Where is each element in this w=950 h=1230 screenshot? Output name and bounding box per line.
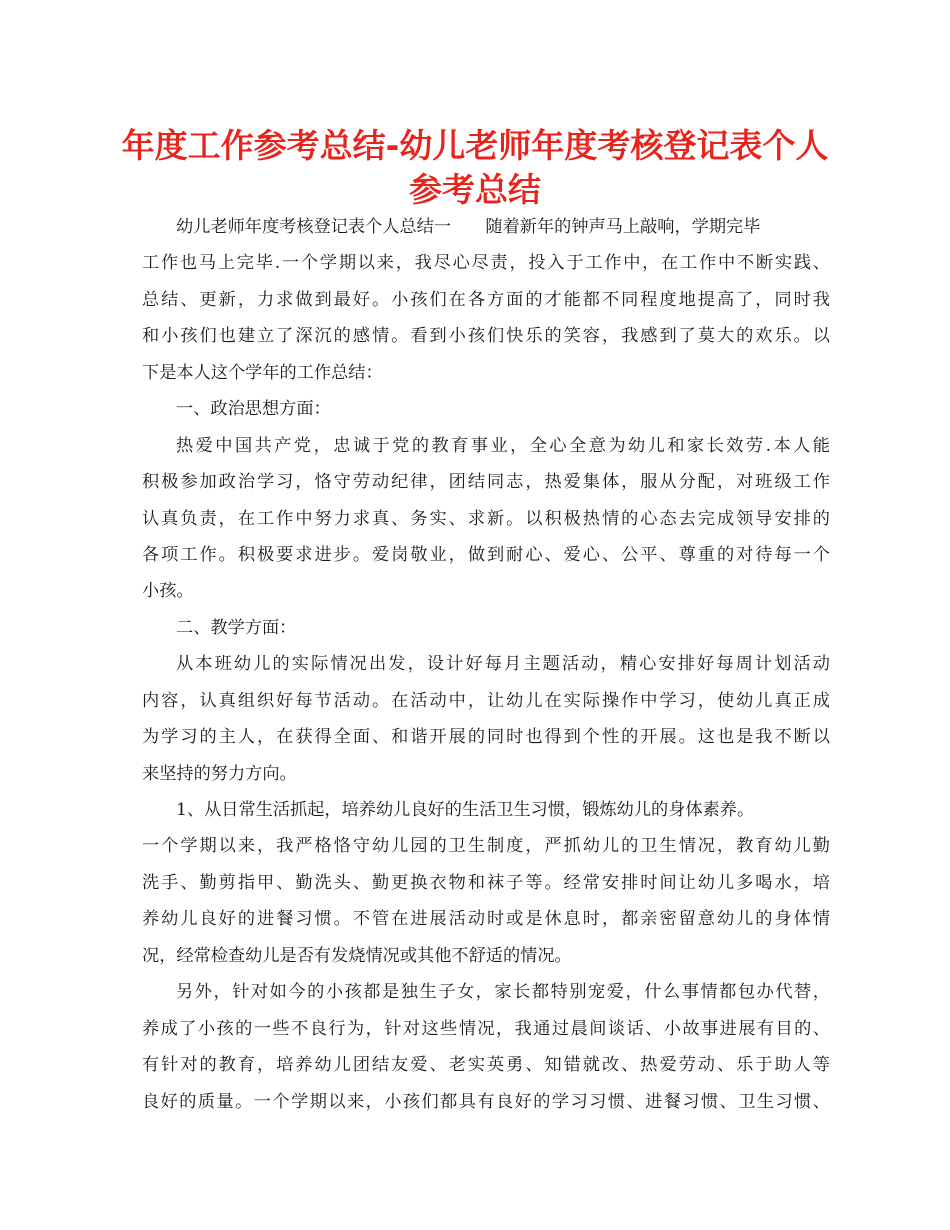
text-line: 热爱中国共产党，忠诚于党的教育事业，全心全意为幼儿和家长效劳.本人能 <box>176 435 830 456</box>
text-line: 小孩。 <box>142 581 194 602</box>
text-line: 内容，认真组织好每节活动。在活动中，让幼儿在实际操作中学习，使幼儿真正成 <box>142 690 830 711</box>
document-title-line-1: 年度工作参考总结-幼儿老师年度考核登记表个人 <box>121 126 829 165</box>
text-line: 认真负责，在工作中努力求真、务实、求新。以积极热情的心态去完成领导安排的 <box>142 508 830 529</box>
text-line: 从本班幼儿的实际情况出发，设计好每月主题活动，精心安排好每周计划活动 <box>176 654 830 675</box>
text-line: 为学习的主人，在获得全面、和谐开展的同时也得到个性的开展。这也是我不断以 <box>142 727 830 748</box>
text-line: 积极参加政治学习，恪守劳动纪律，团结同志，热爱集体，服从分配，对班级工作 <box>142 472 830 493</box>
text-line: 养幼儿良好的进餐习惯。不管在进展活动时或是休息时，都亲密留意幼儿的身体情 <box>142 909 830 930</box>
text-line: 下是本人这个学年的工作总结： <box>142 362 383 383</box>
section-heading: 二、教学方面： <box>176 617 297 638</box>
text-line: 总结、更新，力求做到最好。小孩们在各方面的才能都不同程度地提高了，同时我 <box>142 289 830 310</box>
text-line: 各项工作。积极要求进步。爱岗敬业，做到耐心、爱心、公平、尊重的对待每一个 <box>142 544 830 565</box>
document-body <box>142 209 830 1120</box>
text-line: 1、从日常生活抓起，培养幼儿良好的生活卫生习惯，锻炼幼儿的身体素养。 <box>176 800 755 820</box>
text-line: 另外，针对如今的小孩都是独生子女，家长都特别宠爱，什么事情都包办代替， <box>176 982 830 1003</box>
text-line: 幼儿老师年度考核登记表个人总结一 随着新年的钟声马上敲响，学期完毕 <box>176 217 761 237</box>
text-line: 有针对的教育，培养幼儿团结友爱、老实英勇、知错就改、热爱劳动、乐于助人等 <box>142 1055 830 1076</box>
document-title-line-2: 参考总结 <box>409 170 541 209</box>
text-line: 工作也马上完毕.一个学期以来，我尽心尽责，投入于工作中，在工作中不断实践、 <box>142 253 830 274</box>
section-heading: 一、政治思想方面： <box>176 399 331 420</box>
text-line: 来坚持的努力方向。 <box>142 763 297 784</box>
text-line: 和小孩们也建立了深沉的感情。看到小孩们快乐的笑容，我感到了莫大的欢乐。以 <box>142 326 830 347</box>
text-line: 洗手、勤剪指甲、勤洗头、勤更换衣物和袜子等。经常安排时间让幼儿多喝水，培 <box>142 872 830 893</box>
text-line: 养成了小孩的一些不良行为，针对这些情况，我通过晨间谈话、小故事进展有目的、 <box>142 1018 830 1039</box>
text-line: 一个学期以来，我严格恪守幼儿园的卫生制度，严抓幼儿的卫生情况，教育幼儿勤 <box>142 836 830 857</box>
text-line: 况，经常检查幼儿是否有发烧情况或其他不舒适的情况。 <box>142 945 572 966</box>
text-line: 良好的质量。一个学期以来，小孩们都具有良好的学习习惯、进餐习惯、卫生习惯、 <box>142 1091 830 1112</box>
